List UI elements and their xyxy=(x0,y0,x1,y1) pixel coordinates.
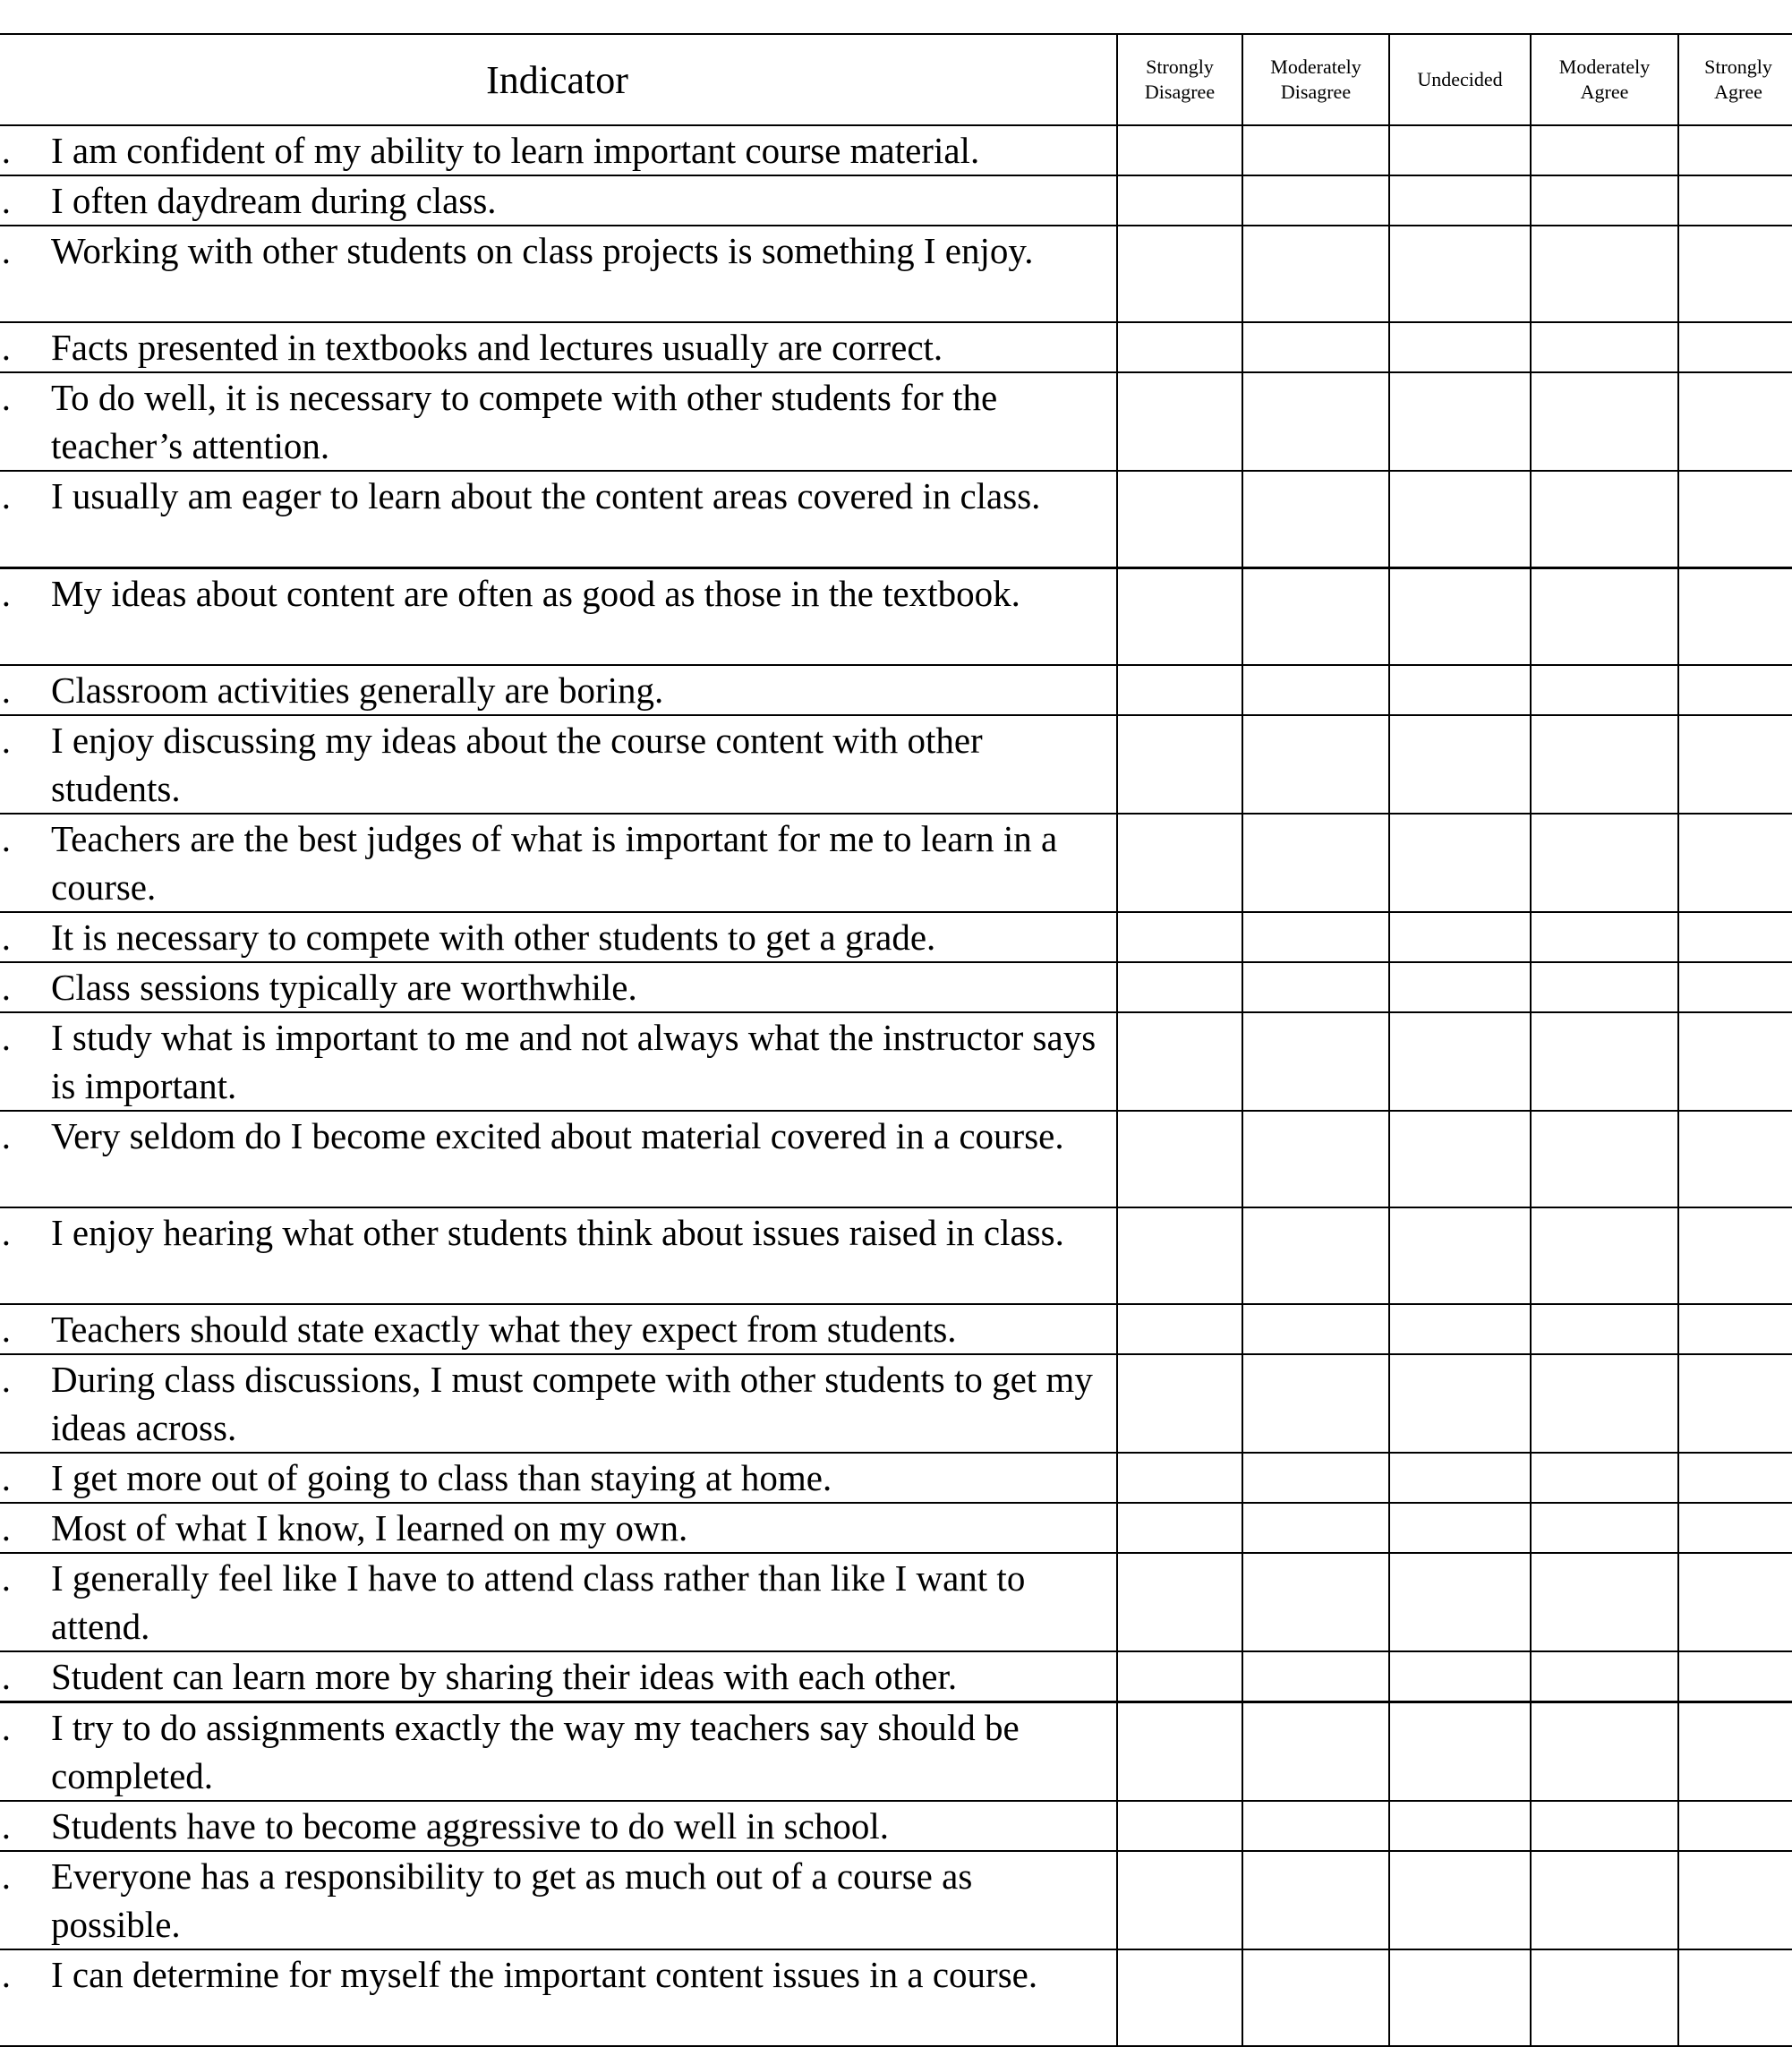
choice-strongly-agree[interactable] xyxy=(1678,1012,1792,1111)
header-undecided xyxy=(1389,34,1531,125)
item-text: It is necessary to compete with other students to get a grade. xyxy=(51,917,936,958)
choice-strongly-disagree[interactable] xyxy=(1117,1801,1242,1851)
choice-moderately-disagree[interactable] xyxy=(1242,1553,1389,1651)
choice-undecided[interactable] xyxy=(1389,1304,1531,1354)
indicator-cell xyxy=(0,1553,1117,1651)
table-row xyxy=(0,471,1792,568)
item-text: I am confident of my ability to learn important course material. xyxy=(51,130,980,171)
choice-moderately-agree[interactable] xyxy=(1531,471,1678,568)
choice-undecided[interactable] xyxy=(1389,1553,1531,1651)
item-number: . xyxy=(1,573,11,614)
choice-strongly-disagree[interactable] xyxy=(1117,1111,1242,1207)
choice-moderately-agree[interactable] xyxy=(1531,1304,1678,1354)
choice-moderately-disagree[interactable] xyxy=(1242,568,1389,666)
choice-undecided[interactable] xyxy=(1389,125,1531,175)
choice-strongly-disagree[interactable] xyxy=(1117,1453,1242,1503)
table-row xyxy=(0,814,1792,912)
choice-moderately-agree[interactable] xyxy=(1531,1553,1678,1651)
choice-moderately-agree[interactable] xyxy=(1531,1111,1678,1207)
choice-moderately-agree[interactable] xyxy=(1531,226,1678,322)
choice-moderately-disagree[interactable] xyxy=(1242,1702,1389,1802)
table-row xyxy=(0,322,1792,372)
choice-moderately-disagree[interactable] xyxy=(1242,175,1389,226)
item-number: . xyxy=(1,818,11,859)
choice-moderately-agree[interactable] xyxy=(1531,1354,1678,1453)
item-number: . xyxy=(1,475,11,516)
item-number: . xyxy=(1,1359,11,1400)
choice-moderately-disagree[interactable] xyxy=(1242,1503,1389,1553)
indicator-cell xyxy=(0,175,1117,226)
item-text: I try to do assignments exactly the way my teachers say should be completed. xyxy=(51,1707,1020,1796)
choice-strongly-disagree[interactable] xyxy=(1117,1553,1242,1651)
choice-moderately-agree[interactable] xyxy=(1531,1503,1678,1553)
indicator-cell xyxy=(0,1111,1117,1207)
item-number: . xyxy=(1,670,11,711)
item-text: Most of what I know, I learned on my own. xyxy=(51,1507,688,1548)
item-text: I can determine for myself the important content issues in a course. xyxy=(51,1954,1038,1995)
choice-moderately-disagree[interactable] xyxy=(1242,814,1389,912)
header-line: Moderately xyxy=(1270,55,1361,78)
choice-moderately-agree[interactable] xyxy=(1531,814,1678,912)
item-text: Very seldom do I become excited about material covered in a course. xyxy=(51,1115,1064,1156)
table-row xyxy=(0,715,1792,814)
choice-strongly-agree[interactable] xyxy=(1678,1207,1792,1304)
choice-strongly-agree[interactable] xyxy=(1678,322,1792,372)
table-row xyxy=(0,1702,1792,1802)
choice-moderately-agree[interactable] xyxy=(1531,1702,1678,1802)
choice-undecided[interactable] xyxy=(1389,1207,1531,1304)
table-row xyxy=(0,1949,1792,2046)
item-text: Teachers are the best judges of what is important for me to learn in a course. xyxy=(51,818,1058,908)
item-number: . xyxy=(1,720,11,761)
choice-moderately-disagree[interactable] xyxy=(1242,1949,1389,2046)
choice-strongly-disagree[interactable] xyxy=(1117,1851,1242,1949)
indicator-cell xyxy=(0,1949,1117,2046)
choice-strongly-agree[interactable] xyxy=(1678,372,1792,471)
indicator-cell xyxy=(0,962,1117,1012)
indicator-cell xyxy=(0,1012,1117,1111)
choice-moderately-agree[interactable] xyxy=(1531,1851,1678,1949)
item-number: . xyxy=(1,1855,11,1897)
choice-undecided[interactable] xyxy=(1389,665,1531,715)
choice-strongly-agree[interactable] xyxy=(1678,1111,1792,1207)
item-number: . xyxy=(1,1707,11,1748)
item-number: . xyxy=(1,1656,11,1697)
item-text: Working with other students on class projects is something I enjoy. xyxy=(51,230,1034,271)
header-strongly-disagree xyxy=(1117,34,1242,125)
header-line: Strongly xyxy=(1704,55,1772,78)
choice-strongly-disagree[interactable] xyxy=(1117,1651,1242,1702)
indicator-cell xyxy=(0,665,1117,715)
item-text: During class discussions, I must compete with other students to get my ideas across. xyxy=(51,1359,1093,1448)
indicator-cell xyxy=(0,1354,1117,1453)
item-text: My ideas about content are often as good as those in the textbook. xyxy=(51,573,1020,614)
choice-moderately-disagree[interactable] xyxy=(1242,1111,1389,1207)
header-line: Moderately xyxy=(1558,55,1651,78)
header-line: Disagree xyxy=(1144,81,1216,103)
choice-strongly-agree[interactable] xyxy=(1678,1651,1792,1702)
table-row xyxy=(0,1851,1792,1949)
item-number: . xyxy=(1,1017,11,1058)
table-row xyxy=(0,1304,1792,1354)
indicator-cell xyxy=(0,1801,1117,1851)
choice-moderately-agree[interactable] xyxy=(1531,715,1678,814)
item-text: Classroom activities generally are boring. xyxy=(51,670,664,711)
choice-strongly-agree[interactable] xyxy=(1678,715,1792,814)
indicator-cell xyxy=(0,1503,1117,1553)
item-number: . xyxy=(1,917,11,958)
choice-strongly-disagree[interactable] xyxy=(1117,1207,1242,1304)
choice-strongly-agree[interactable] xyxy=(1678,814,1792,912)
choice-moderately-agree[interactable] xyxy=(1531,1207,1678,1304)
indicator-cell xyxy=(0,715,1117,814)
item-number: . xyxy=(1,130,11,171)
indicator-cell xyxy=(0,322,1117,372)
choice-moderately-agree[interactable] xyxy=(1531,568,1678,666)
table-row xyxy=(0,1207,1792,1304)
indicator-cell xyxy=(0,125,1117,175)
choice-moderately-disagree[interactable] xyxy=(1242,715,1389,814)
choice-moderately-agree[interactable] xyxy=(1531,1949,1678,2046)
table-row xyxy=(0,1553,1792,1651)
choice-moderately-disagree[interactable] xyxy=(1242,1354,1389,1453)
table-row xyxy=(0,226,1792,322)
item-text: Everyone has a responsibility to get as much out of a course as possible. xyxy=(51,1855,973,1945)
choice-undecided[interactable] xyxy=(1389,1801,1531,1851)
choice-strongly-disagree[interactable] xyxy=(1117,125,1242,175)
item-text: I usually am eager to learn about the content areas covered in class. xyxy=(51,475,1041,516)
choice-undecided[interactable] xyxy=(1389,1702,1531,1802)
choice-strongly-agree[interactable] xyxy=(1678,665,1792,715)
item-text: I enjoy hearing what other students think about issues raised in class. xyxy=(51,1212,1064,1253)
choice-undecided[interactable] xyxy=(1389,568,1531,666)
choice-strongly-agree[interactable] xyxy=(1678,568,1792,666)
choice-moderately-disagree[interactable] xyxy=(1242,372,1389,471)
item-number: . xyxy=(1,180,11,221)
indicator-cell xyxy=(0,568,1117,666)
choice-undecided[interactable] xyxy=(1389,372,1531,471)
indicator-cell xyxy=(0,1851,1117,1949)
choice-strongly-agree[interactable] xyxy=(1678,175,1792,226)
choice-strongly-agree[interactable] xyxy=(1678,1304,1792,1354)
table-row xyxy=(0,175,1792,226)
choice-moderately-agree[interactable] xyxy=(1531,175,1678,226)
header-moderately-disagree xyxy=(1242,34,1389,125)
choice-moderately-disagree[interactable] xyxy=(1242,665,1389,715)
item-number: . xyxy=(1,1457,11,1498)
table-row xyxy=(0,372,1792,471)
header-line: Agree xyxy=(1714,81,1762,103)
header-strongly-agree xyxy=(1678,34,1792,125)
choice-moderately-agree[interactable] xyxy=(1531,1012,1678,1111)
indicator-cell xyxy=(0,1651,1117,1702)
choice-moderately-disagree[interactable] xyxy=(1242,1801,1389,1851)
header-line: Undecided xyxy=(1417,68,1503,90)
choice-strongly-agree[interactable] xyxy=(1678,962,1792,1012)
table-row xyxy=(0,912,1792,962)
item-number: . xyxy=(1,1212,11,1253)
choice-strongly-disagree[interactable] xyxy=(1117,1354,1242,1453)
indicator-cell xyxy=(0,912,1117,962)
item-number: . xyxy=(1,230,11,271)
choice-strongly-agree[interactable] xyxy=(1678,471,1792,568)
table-row xyxy=(0,1111,1792,1207)
item-text: I generally feel like I have to attend class rather than like I want to attend. xyxy=(51,1557,1026,1647)
table-row xyxy=(0,568,1792,666)
indicator-cell xyxy=(0,226,1117,322)
choice-moderately-disagree[interactable] xyxy=(1242,471,1389,568)
header-line: Disagree xyxy=(1280,81,1352,103)
choice-strongly-disagree[interactable] xyxy=(1117,471,1242,568)
survey-body xyxy=(0,125,1792,2046)
choice-strongly-disagree[interactable] xyxy=(1117,568,1242,666)
choice-strongly-disagree[interactable] xyxy=(1117,912,1242,962)
choice-undecided[interactable] xyxy=(1389,814,1531,912)
choice-strongly-disagree[interactable] xyxy=(1117,1949,1242,2046)
item-text: I often daydream during class. xyxy=(51,180,497,221)
choice-undecided[interactable] xyxy=(1389,962,1531,1012)
choice-strongly-agree[interactable] xyxy=(1678,912,1792,962)
choice-undecided[interactable] xyxy=(1389,175,1531,226)
choice-moderately-agree[interactable] xyxy=(1531,125,1678,175)
choice-moderately-disagree[interactable] xyxy=(1242,1207,1389,1304)
choice-strongly-disagree[interactable] xyxy=(1117,322,1242,372)
choice-moderately-agree[interactable] xyxy=(1531,1453,1678,1503)
choice-undecided[interactable] xyxy=(1389,1453,1531,1503)
choice-moderately-agree[interactable] xyxy=(1531,1651,1678,1702)
item-text: I get more out of going to class than staying at home. xyxy=(51,1457,832,1498)
choice-undecided[interactable] xyxy=(1389,1354,1531,1453)
table-row xyxy=(0,665,1792,715)
item-number: . xyxy=(1,1557,11,1599)
choice-undecided[interactable] xyxy=(1389,1012,1531,1111)
choice-moderately-agree[interactable] xyxy=(1531,372,1678,471)
choice-undecided[interactable] xyxy=(1389,715,1531,814)
choice-undecided[interactable] xyxy=(1389,1851,1531,1949)
item-number: . xyxy=(1,967,11,1008)
item-text: To do well, it is necessary to compete with other students for the teacher’s attention. xyxy=(51,377,998,466)
choice-strongly-disagree[interactable] xyxy=(1117,814,1242,912)
table-row xyxy=(0,1801,1792,1851)
choice-undecided[interactable] xyxy=(1389,226,1531,322)
choice-moderately-agree[interactable] xyxy=(1531,962,1678,1012)
item-number: . xyxy=(1,327,11,368)
choice-undecided[interactable] xyxy=(1389,1111,1531,1207)
choice-moderately-disagree[interactable] xyxy=(1242,125,1389,175)
table-row xyxy=(0,1503,1792,1553)
item-text: Teachers should state exactly what they expect from students. xyxy=(51,1309,957,1350)
item-number: . xyxy=(1,1954,11,1995)
choice-moderately-disagree[interactable] xyxy=(1242,1012,1389,1111)
item-number: . xyxy=(1,1507,11,1548)
indicator-cell xyxy=(0,1207,1117,1304)
choice-strongly-agree[interactable] xyxy=(1678,226,1792,322)
table-row xyxy=(0,1651,1792,1702)
choice-moderately-disagree[interactable] xyxy=(1242,1453,1389,1503)
item-text: Student can learn more by sharing their ideas with each other. xyxy=(51,1656,958,1697)
choice-strongly-disagree[interactable] xyxy=(1117,1012,1242,1111)
choice-strongly-agree[interactable] xyxy=(1678,1801,1792,1851)
item-text: I study what is important to me and not always what the instructor says is important. xyxy=(51,1017,1097,1106)
choice-moderately-disagree[interactable] xyxy=(1242,1304,1389,1354)
table-row xyxy=(0,1453,1792,1503)
choice-moderately-disagree[interactable] xyxy=(1242,1851,1389,1949)
choice-strongly-disagree[interactable] xyxy=(1117,1503,1242,1553)
choice-strongly-agree[interactable] xyxy=(1678,1553,1792,1651)
item-text: Class sessions typically are worthwhile. xyxy=(51,967,637,1008)
indicator-cell xyxy=(0,1304,1117,1354)
header-moderately-agree xyxy=(1531,34,1678,125)
choice-strongly-agree[interactable] xyxy=(1678,1949,1792,2046)
choice-undecided[interactable] xyxy=(1389,1949,1531,2046)
item-text: I enjoy discussing my ideas about the course content with other students. xyxy=(51,720,983,809)
indicator-cell xyxy=(0,372,1117,471)
item-number: . xyxy=(1,1805,11,1847)
table-row xyxy=(0,125,1792,175)
choice-strongly-disagree[interactable] xyxy=(1117,715,1242,814)
choice-moderately-disagree[interactable] xyxy=(1242,322,1389,372)
choice-undecided[interactable] xyxy=(1389,322,1531,372)
choice-strongly-agree[interactable] xyxy=(1678,1702,1792,1802)
choice-moderately-agree[interactable] xyxy=(1531,1801,1678,1851)
choice-strongly-disagree[interactable] xyxy=(1117,1304,1242,1354)
choice-strongly-agree[interactable] xyxy=(1678,1453,1792,1503)
item-number: . xyxy=(1,1309,11,1350)
choice-moderately-disagree[interactable] xyxy=(1242,1651,1389,1702)
header-line: Strongly xyxy=(1146,55,1214,78)
choice-strongly-disagree[interactable] xyxy=(1117,175,1242,226)
item-text: Students have to become aggressive to do well in school. xyxy=(51,1805,889,1847)
header-line: Agree xyxy=(1580,81,1629,103)
header-row xyxy=(0,34,1792,125)
table-row xyxy=(0,962,1792,1012)
choice-undecided[interactable] xyxy=(1389,471,1531,568)
indicator-cell xyxy=(0,814,1117,912)
choice-strongly-disagree[interactable] xyxy=(1117,665,1242,715)
choice-undecided[interactable] xyxy=(1389,912,1531,962)
choice-undecided[interactable] xyxy=(1389,1651,1531,1702)
table-row xyxy=(0,1012,1792,1111)
choice-moderately-disagree[interactable] xyxy=(1242,962,1389,1012)
choice-strongly-disagree[interactable] xyxy=(1117,962,1242,1012)
choice-moderately-agree[interactable] xyxy=(1531,665,1678,715)
indicator-cell xyxy=(0,471,1117,568)
indicator-cell xyxy=(0,1453,1117,1503)
choice-strongly-agree[interactable] xyxy=(1678,1354,1792,1453)
choice-strongly-disagree[interactable] xyxy=(1117,226,1242,322)
choice-moderately-disagree[interactable] xyxy=(1242,226,1389,322)
choice-undecided[interactable] xyxy=(1389,1503,1531,1553)
choice-strongly-disagree[interactable] xyxy=(1117,372,1242,471)
choice-moderately-agree[interactable] xyxy=(1531,912,1678,962)
item-number: . xyxy=(1,1115,11,1156)
indicator-header: Indicator xyxy=(0,34,1117,125)
table-row xyxy=(0,1354,1792,1453)
choice-strongly-disagree[interactable] xyxy=(1117,1702,1242,1802)
choice-strongly-agree[interactable] xyxy=(1678,125,1792,175)
choice-strongly-agree[interactable] xyxy=(1678,1503,1792,1553)
choice-moderately-disagree[interactable] xyxy=(1242,912,1389,962)
indicator-cell xyxy=(0,1702,1117,1802)
item-number: . xyxy=(1,377,11,418)
choice-moderately-agree[interactable] xyxy=(1531,322,1678,372)
choice-strongly-agree[interactable] xyxy=(1678,1851,1792,1949)
item-text: Facts presented in textbooks and lectures usually are correct. xyxy=(51,327,943,368)
survey-table xyxy=(0,33,1792,2047)
